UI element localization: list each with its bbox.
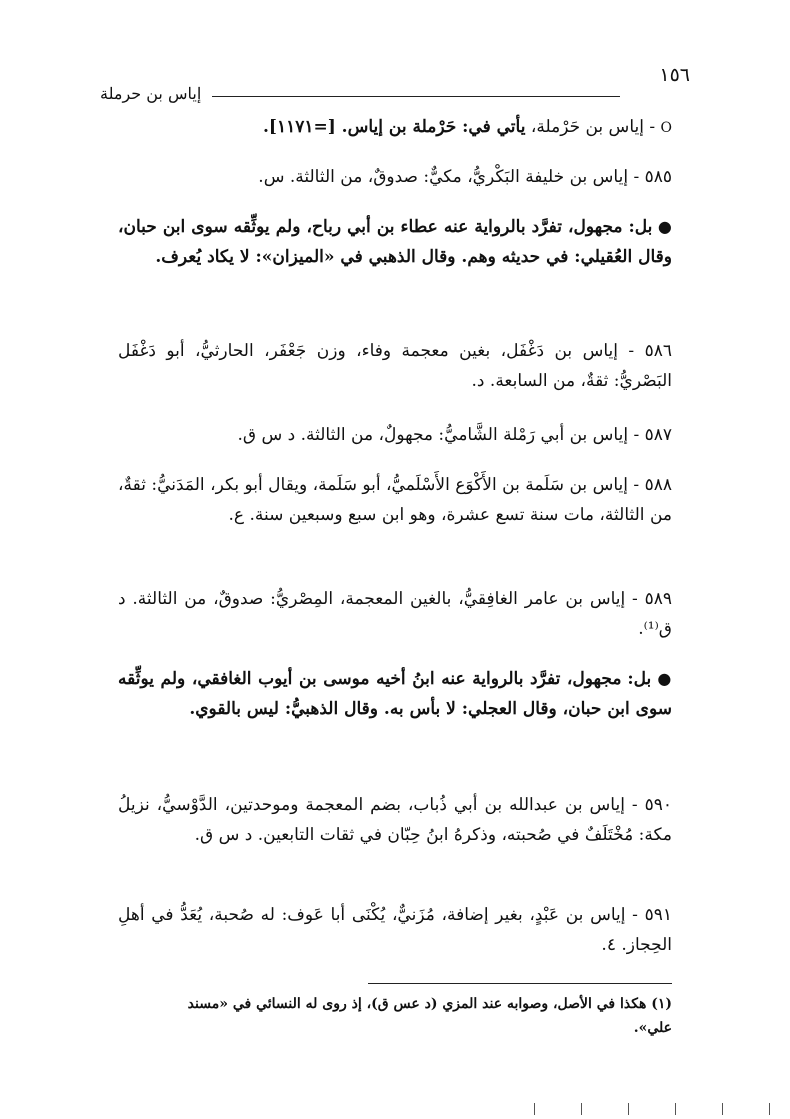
entry-586 — [118, 336, 672, 396]
entry-number: ٥٨٩ — [644, 589, 672, 609]
page-number: ١٥٦ — [659, 64, 690, 86]
entry-590 — [118, 790, 672, 850]
entry-text: - إياس بن دَغْفَل، بغين معجمة وفاء، وزن جَعْفَر، الحارثيُّ، أبو دَغْفَل البَصْريُّ: ثقةٌ، من السابعة. د. — [118, 341, 672, 391]
entry-text: - إياس بن عبدالله بن أبي ذُباب، بضم المعجمة وموحدتين، الدَّوْسيُّ، نزيلُ مكة: مُخْتَلَفٌ في صُحبته، وذكرهُ ابنُ حِبّان في ثقات التابعين. د س ق. — [118, 795, 672, 845]
entry-number: ٥٨٥ — [644, 167, 672, 187]
header-rule — [212, 96, 620, 97]
entry-bold-text: يأتي في: حَرْملة بن إياس. [=١١٧١]. — [262, 117, 526, 137]
entry-text: - إياس بن سَلَمة بن الأَكْوَع الأَسْلَميُّ، أبو سَلَمة، ويقال أبو بكر، المَدَنيُّ: ثقةٌ، من الثالثة، مات سنة تسع عشرة، وهو ابن سبع وسبعين سنة. ع. — [118, 475, 672, 525]
entry-587 — [118, 420, 672, 450]
running-title: إياس بن حرملة — [100, 84, 202, 103]
hollow-circle-icon: O — [660, 120, 672, 136]
entry-text: - إياس بن عامر الغافِقيُّ، بالغين المعجمة، المِصْريُّ: صدوقٌ، من الثالثة. د ق⁽¹⁾. — [118, 589, 672, 639]
entry-585 — [118, 162, 672, 192]
entry-589 — [118, 584, 672, 644]
black-circle-icon: ● — [657, 669, 673, 688]
entry-number: ٥٨٧ — [644, 425, 672, 445]
entry-588 — [118, 470, 672, 530]
entry-cross-reference — [118, 112, 672, 143]
entry-text: - إياس بن حَرْملة، — [525, 117, 656, 137]
entry-number: ٥٩٠ — [644, 795, 672, 815]
black-circle-icon: ● — [657, 217, 672, 236]
scan-edge-marks — [450, 1100, 770, 1114]
entry-number: ٥٩١ — [644, 905, 673, 925]
entry-number: ٥٨٨ — [644, 475, 672, 495]
entry-text: - إياس بن خليفة البَكْريُّ، مكيٌّ: صدوقٌ، من الثالثة. س. — [258, 167, 640, 187]
entry-text: - إياس بن عَبْدٍ، بغير إضافة، مُزَنيٌّ، يُكْنَى أبا عَوف: له صُحبة، يُعَدُّ في أهلِ الحِجاز. ٤. — [118, 905, 672, 955]
comment-text: بل: مجهول، تفرَّد بالرواية عنه ابنُ أخيه موسى بن أيوب الغافقي، ولم يوثِّقه سوى ابن حبان، وقال العجلي: لا بأس به. وقال الذهبيُّ: ليس بالقوي. — [118, 669, 672, 719]
editor-comment — [118, 212, 672, 272]
entry-text: - إياس بن أبي رَمْلة الشَّاميُّ: مجهولٌ، من الثالثة. د س ق. — [237, 425, 640, 445]
footnote: (١) هكذا في الأصل، وصوابه عند المزي (د عس ق)، إذ روى له النسائي في «مسند علي». — [187, 996, 672, 1036]
page-header — [100, 62, 690, 103]
editor-comment — [118, 664, 672, 724]
entry-591 — [118, 900, 672, 960]
entry-number: ٥٨٦ — [644, 341, 672, 361]
comment-text: بل: مجهول، تفرَّد بالرواية عنه عطاء بن أبي رباح، ولم يوثِّقه سوى ابن حبان، وقال العُقيلي: في حديثه وهم. وقال الذهبي في «الميزان»: لا يكاد يُعرف. — [118, 217, 672, 267]
footnote-rule — [368, 983, 672, 984]
